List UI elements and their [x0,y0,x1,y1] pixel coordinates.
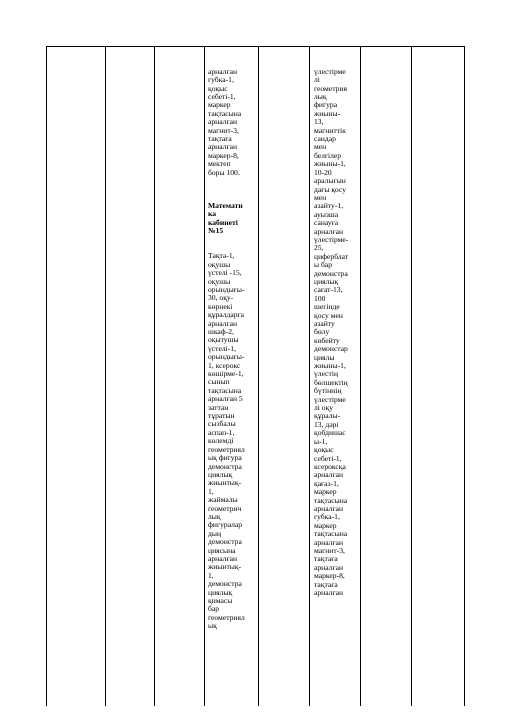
text-line: арналған [314,226,344,236]
text-line: 13, [314,117,324,127]
text-line: оқушы [208,276,231,286]
text-line: маркер-8, [314,571,345,581]
text-line: циясына [208,545,236,555]
text-line: лық [208,511,221,521]
text-line: ы-1, [314,436,328,446]
text-line: қосу мен [314,310,343,320]
text-line: Тақта-1, [208,251,235,261]
text-line: геометрич [208,503,242,513]
text-line: магнит-3, [314,545,345,555]
text-line: арналған [314,470,344,480]
text-line: себеті-1, [314,453,342,463]
text-line: геометрия [314,83,347,93]
text-line: геометриял [208,444,245,454]
text-line: сынып [208,377,230,387]
text-line: кабинеті [208,217,238,227]
text-line: боры 100. [208,167,240,177]
text-line: ы бар [314,260,333,270]
text-line: лі оқу [314,403,334,413]
text-line: магнит-3, [208,125,239,135]
text-line: арналған [208,117,238,127]
text-line: аспап-1, [208,427,235,437]
text-line: 13, дәрі [314,419,339,429]
column-border [258,46,259,706]
text-line: қоқыс [314,445,334,455]
equipment-lines-after-heading [208,252,245,630]
column-border [309,46,310,706]
text-line: арналған [314,562,344,572]
text-line: губка-1, [208,75,234,85]
text-line: азайту-1, [314,201,344,211]
text-line: тақтаға [314,579,338,589]
text-line: демонстра [208,537,242,547]
text-line: санауға [314,218,339,228]
text-line: үстелі-1, [208,343,236,353]
column-border [464,46,465,706]
text-line: мектеп [208,159,231,169]
text-line: тақтасына [208,108,242,118]
text-line: бүтіннің [314,386,342,396]
text-line: 30, оқу- [208,293,234,303]
text-line: циялық [314,276,339,286]
text-line: заттан [208,402,229,412]
text-line: шкаф-2, [208,327,234,336]
text-line: жиыны-1, [314,159,346,169]
text-line: маркер [314,520,337,530]
text-line: аралығын [314,176,346,186]
column-border [360,46,361,706]
text-line: арналған [314,537,344,547]
text-line: ка [208,209,217,219]
text-line: тақтаға [314,554,338,564]
text-line: құралы- [314,411,341,421]
text-line: бөлшектің [314,377,348,387]
text-line: бөлу [314,327,330,337]
text-line: қимасы [208,596,233,605]
text-line: дағы қосу [314,184,347,194]
text-line: үлестірме [314,394,346,404]
column-border [105,46,106,706]
text-line: қағаз-1, [314,478,339,488]
text-line: құралдарға [208,310,245,320]
text-line: лі [314,75,320,85]
text-line: көшірме-1, [208,369,244,379]
classroom-heading [208,202,245,236]
text-line: сандар [314,134,336,144]
text-line: жаймалы [208,495,238,505]
text-line: маркер [208,100,231,110]
column-border [46,46,47,706]
text-line: үлестің [314,369,339,379]
text-line: ауызша [314,209,339,219]
text-line: ксероксқа [314,461,346,471]
column-border [204,46,205,706]
text-line: циялық [208,587,233,597]
text-line: арналған [314,503,344,513]
text-line: тақтасына [314,495,348,505]
text-line: үлестірме- [314,234,349,244]
text-line: 25, [314,243,324,253]
text-line: циялы [314,352,335,362]
text-line: маркер-8, [208,150,239,160]
table-top-border [46,46,464,47]
text-line: арналған [314,588,344,597]
text-line: демонстра [208,579,242,589]
text-line: лық [314,92,327,102]
text-line: белгілер [314,150,342,160]
text-line: демонстра [208,461,242,471]
text-line: фигура [314,100,338,110]
text-line: көрнекі [208,301,233,311]
text-line: мен [314,192,327,202]
text-line: циферблат [314,251,349,261]
text-line: демонстар [314,344,348,354]
text-line: демонстра [314,268,348,278]
text-line: оқушы [208,259,231,269]
equipment-lines-right [314,68,348,598]
text-line: көлемді [208,436,234,446]
text-line: қоқыс [208,83,228,93]
text-line: жиыны- [314,108,341,118]
text-line: үстелі -15, [208,268,242,278]
text-line: арналған [208,553,238,563]
text-line: тұратын [208,411,235,421]
text-line: 1, [208,486,214,496]
text-line: жиыны-1, [314,361,346,371]
text-line: циялық [208,469,233,479]
text-line: сызбалы [208,419,236,429]
text-line: Математи [208,200,243,210]
text-line: орындығы- [208,352,245,362]
text-line: дың [208,528,222,538]
text-line: ық [208,621,217,631]
text-line: магниттік [314,125,346,135]
text-line: жиынтық- [208,478,242,488]
text-line: 1, [208,570,214,580]
text-line: оқытушы [208,335,239,345]
text-line: жиынтық- [208,562,242,572]
text-line: шегінде [314,302,340,312]
text-line: арналған [208,318,238,328]
text-line: тақтасына [208,385,242,395]
text-line: арналған [208,142,238,152]
text-line: себеті-1, [208,92,236,102]
equipment-list-left [208,51,245,647]
text-line: бар [208,604,220,614]
text-line: азайту [314,319,335,328]
text-line: 100 [314,293,326,303]
text-line: ық фигура [208,453,242,463]
text-line: 1, ксерокс [208,360,241,370]
equipment-lines-before-heading [208,68,245,177]
text-line: үлестірме [314,66,346,76]
text-line: фигуралар [208,520,243,530]
text-line: губка-1, [314,512,340,522]
text-line: арналған [208,66,238,76]
text-line: мен [314,142,327,152]
text-line: тақтасына [314,529,348,539]
text-line: 10-20 [314,167,332,177]
text-line: арналған 5 [208,394,243,404]
text-line: көбейту [314,335,340,345]
text-line: геометриял [208,612,245,622]
column-border [411,46,412,706]
text-line: қобдишас [314,428,346,438]
text-line: маркер [314,487,337,497]
column-border [154,46,155,706]
equipment-list-right [314,51,348,614]
text-line: тақтаға [208,134,232,144]
text-line: №15 [208,226,224,236]
text-line: сағат-13, [314,285,343,295]
text-line: орындығы- [208,284,245,294]
